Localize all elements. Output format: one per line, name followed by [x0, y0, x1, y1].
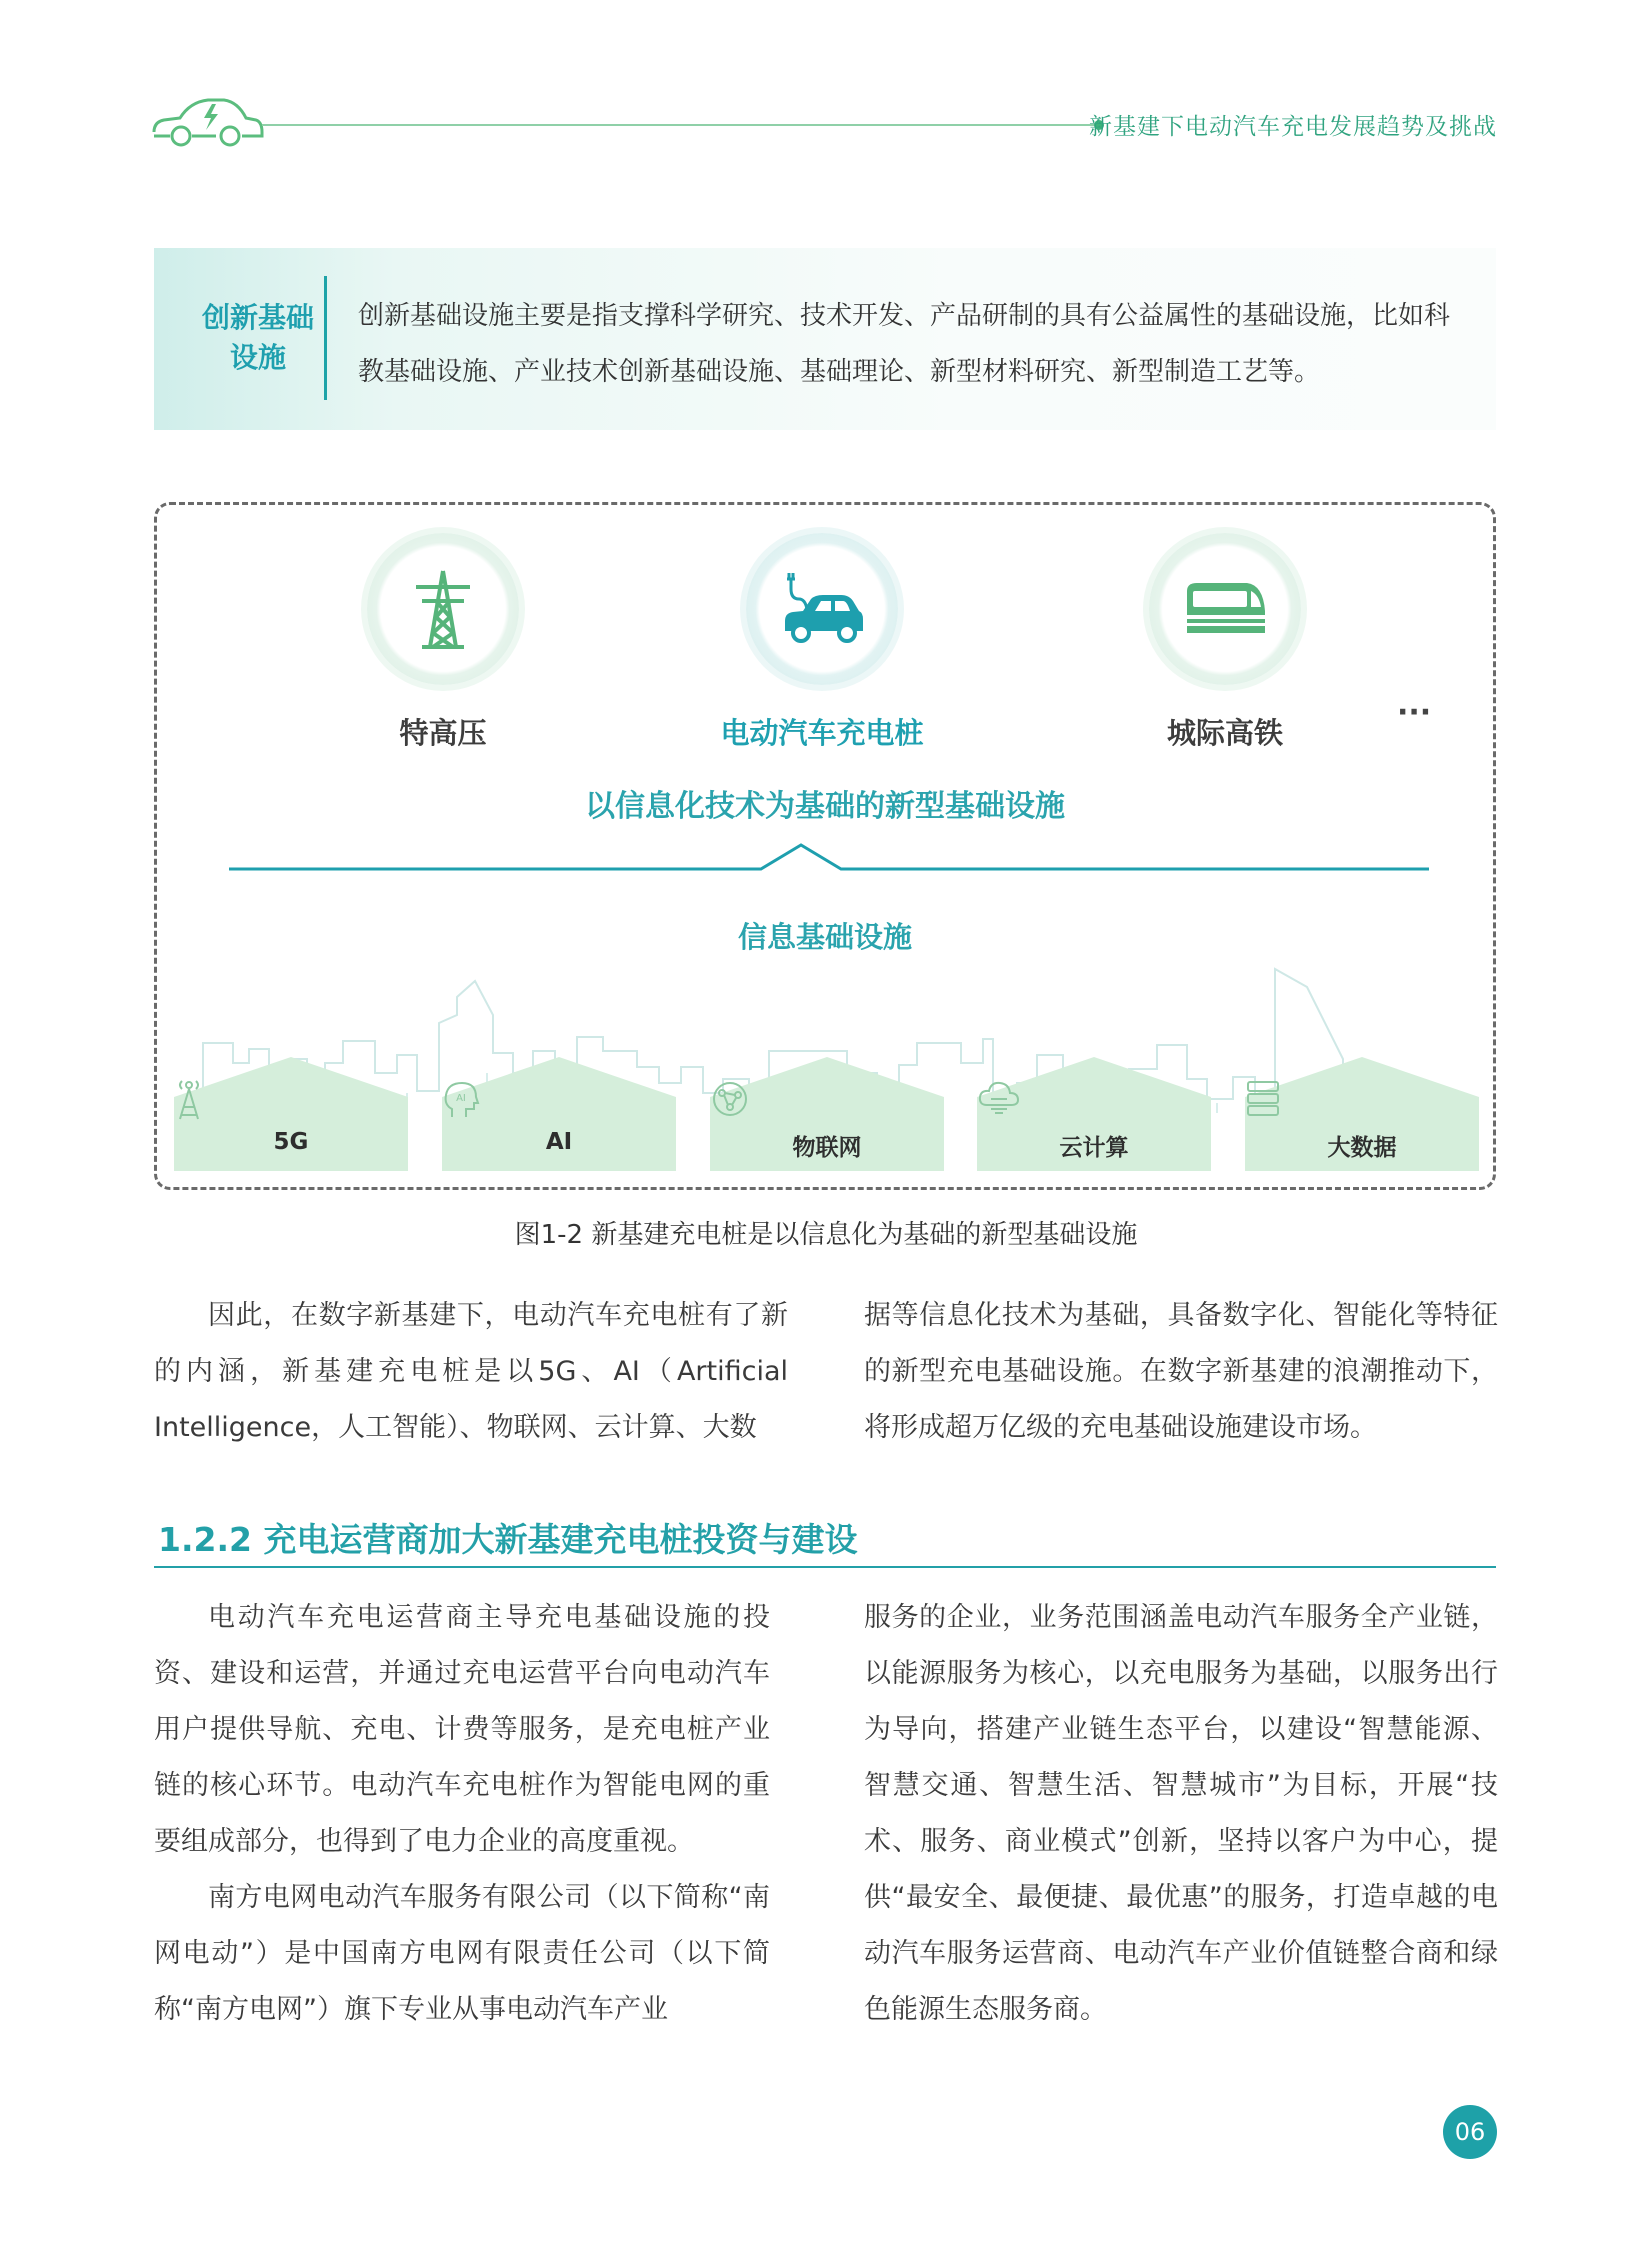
info-item-5g: [174, 1057, 408, 1171]
figure-bracket-line: [229, 837, 1429, 877]
high-speed-train-icon: [1183, 577, 1267, 641]
info-item-iot: [710, 1057, 944, 1171]
topic-ring: [367, 533, 519, 685]
ev-charging-car-icon: [777, 569, 867, 649]
info-item-cloud: [977, 1057, 1211, 1171]
definition-term-line1: 创新基础: [201, 301, 314, 334]
body-paragraph: 因此，在数字新基建下，电动汽车充电桩有了新的内涵，新基建充电桩是以5G、AI（Artificial Intelligence，人工智能）、物联网、云计算、大数: [154, 1300, 788, 1443]
figure-caption: 图1-2 新基建充电桩是以信息化为基础的新型基础设施: [514, 1220, 1138, 1250]
running-header-title: 新基建下电动汽车充电发展趋势及挑战: [1089, 114, 1497, 140]
more-ellipsis: ···: [1397, 695, 1432, 730]
header-rule: [262, 124, 1102, 126]
topic-ring: [1149, 533, 1301, 685]
body-paragraph: 据等信息化技术为基础，具备数字化、智能化等特征的新型充电基础设施。在数字新基建的浪潮推动下，将形成超万亿级的充电基础设施建设市场。: [864, 1300, 1498, 1443]
topic-label: 特高压: [399, 716, 487, 750]
page-number: 06: [1443, 2105, 1497, 2159]
definition-text: 创新基础设施主要是指支撑科学研究、技术开发、产品研制的具有公益属性的基础设施，比如科教基础设施、产业技术创新基础设施、基础理论、新型材料研究、新型制造工艺等。: [358, 301, 1451, 387]
body-paragraph: 南方电网电动汽车服务有限公司（以下简称“南网电动”）是中国南方电网有限责任公司（以下简称“南方电网”）旗下专业从事电动汽车产业: [154, 1882, 770, 2025]
database-icon: [1245, 1079, 1281, 1117]
info-item-label: 物联网: [792, 1135, 862, 1161]
info-item-label: AI: [545, 1129, 573, 1155]
topic-label: 电动汽车充电桩: [720, 716, 924, 750]
topic-uhv: [333, 533, 553, 752]
section-heading: 1.2.2 充电运营商加大新基建充电桩投资与建设: [158, 1520, 858, 1559]
definition-box: [154, 248, 1496, 430]
definition-term-line2: 设施: [229, 341, 286, 374]
info-item-bigdata: [1245, 1057, 1479, 1171]
definition-term: [174, 298, 342, 378]
topic-label: 城际高铁: [1166, 716, 1283, 750]
svg-text:AI: AI: [456, 1093, 466, 1104]
car-lightning-icon: [150, 92, 266, 148]
body-paragraph: 电动汽车充电运营商主导充电基础设施的投资、建设和运营，并通过充电运营平台向电动汽车用户提供导航、充电、计费等服务，是充电桩产业链的核心环节。电动汽车充电桩作为智能电网的重要组成部分，也得到了电力企业的高度重视。: [154, 1602, 770, 1857]
transmission-tower-icon: [408, 567, 478, 651]
figure-new-infrastructure: [154, 502, 1496, 1190]
info-infrastructure-title: 信息基础设施: [737, 920, 912, 954]
topic-ring: [746, 533, 898, 685]
section-heading-rule: [154, 1566, 1496, 1568]
definition-divider: [324, 276, 327, 400]
figure-subtitle: 以信息化技术为基础的新型基础设施: [585, 789, 1065, 824]
topic-intercity-rail: [1115, 533, 1335, 752]
ai-head-icon: [442, 1079, 480, 1119]
topic-ev-charging: [712, 533, 932, 752]
globe-network-icon: [710, 1079, 750, 1119]
antenna-tower-icon: [174, 1079, 204, 1121]
body-paragraph: 服务的企业，业务范围涵盖电动汽车服务全产业链，以能源服务为核心，以充电服务为基础，以服务出行为导向，搭建产业链生态平台，以建设“智慧能源、智慧交通、智慧生活、智慧城市”为目标，开展“技术、服务、商业模式”创新，坚持以客户为中心，提供“最安全、最便捷、最优惠”的服务，打造卓越的电动汽车服务运营商、电动汽车产业价值链整合商和绿色能源生态服务商。: [864, 1602, 1498, 2025]
info-item-label: 大数据: [1327, 1135, 1397, 1161]
info-item-label: 5G: [273, 1129, 309, 1155]
info-item-label: 云计算: [1059, 1135, 1129, 1161]
info-item-ai: [442, 1057, 676, 1171]
cloud-icon: [977, 1079, 1021, 1115]
